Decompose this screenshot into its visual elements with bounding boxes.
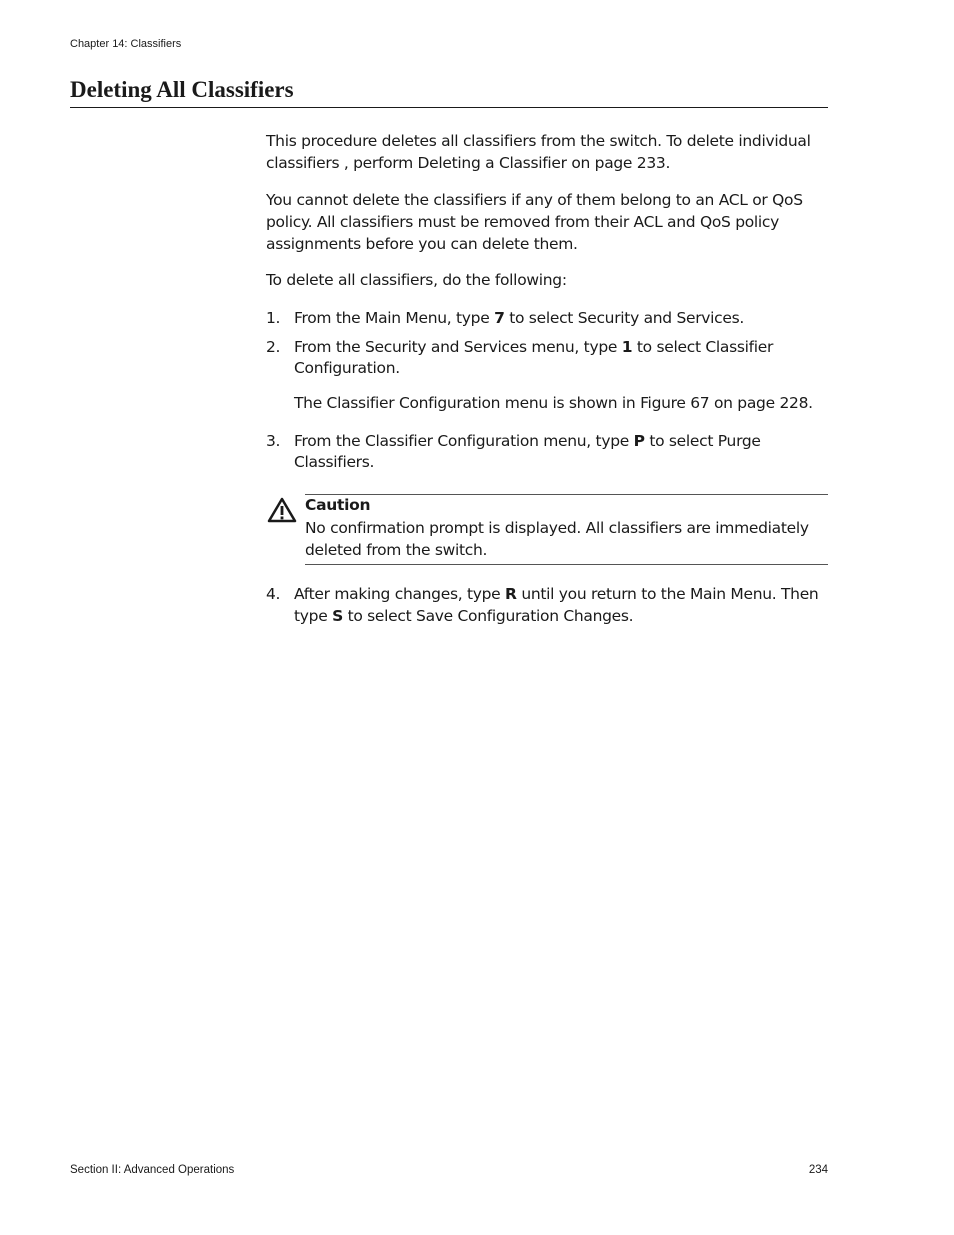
step-number: 1. — [266, 309, 281, 327]
step-3: 3. From the Classifier Configuration menu, type P to select Purge Classifiers. — [266, 432, 761, 471]
chapter-header: Chapter 14: Classifiers — [70, 38, 182, 50]
step-number: 4. — [266, 585, 281, 603]
key-r: R — [505, 585, 517, 603]
page-number: 234 — [808, 1164, 828, 1176]
key-s: S — [332, 607, 343, 625]
key-p: P — [633, 432, 645, 450]
intro-paragraph: This procedure deletes all classifiers from the switch. To delete individual classifiers , perform Deleting a Classifier on page 233. — [266, 132, 811, 172]
key-7: 7 — [494, 309, 505, 327]
warning-triangle-icon — [267, 497, 297, 523]
lead-in-paragraph: To delete all classifiers, do the following: — [266, 271, 567, 289]
restriction-paragraph: You cannot delete the classifiers if any of them belong to an ACL or QoS policy. All classifiers must be removed from their ACL and QoS policy assignments before you can delete them. — [266, 191, 803, 253]
step-4: 4. After making changes, type R until you return to the Main Menu. Then type S to select Save Configuration Changes. — [266, 585, 819, 625]
caution-label: Caution — [305, 496, 371, 514]
footer-section: Section II: Advanced Operations — [70, 1164, 235, 1176]
step-number: 2. — [266, 338, 281, 356]
page-title: Deleting All Classifiers — [70, 77, 828, 108]
step-1: 1. From the Main Menu, type 7 to select Security and Services. — [266, 309, 745, 327]
step-2: 2. From the Security and Services menu, type 1 to select Classifier Configuration. — [266, 338, 774, 377]
key-1: 1 — [621, 338, 633, 356]
caution-text: No confirmation prompt is displayed. All classifiers are immediately deleted from the switch. — [305, 519, 809, 559]
step-2-note: The Classifier Configuration menu is shown in Figure 67 on page 228. — [294, 394, 813, 412]
step-number: 3. — [266, 432, 281, 450]
